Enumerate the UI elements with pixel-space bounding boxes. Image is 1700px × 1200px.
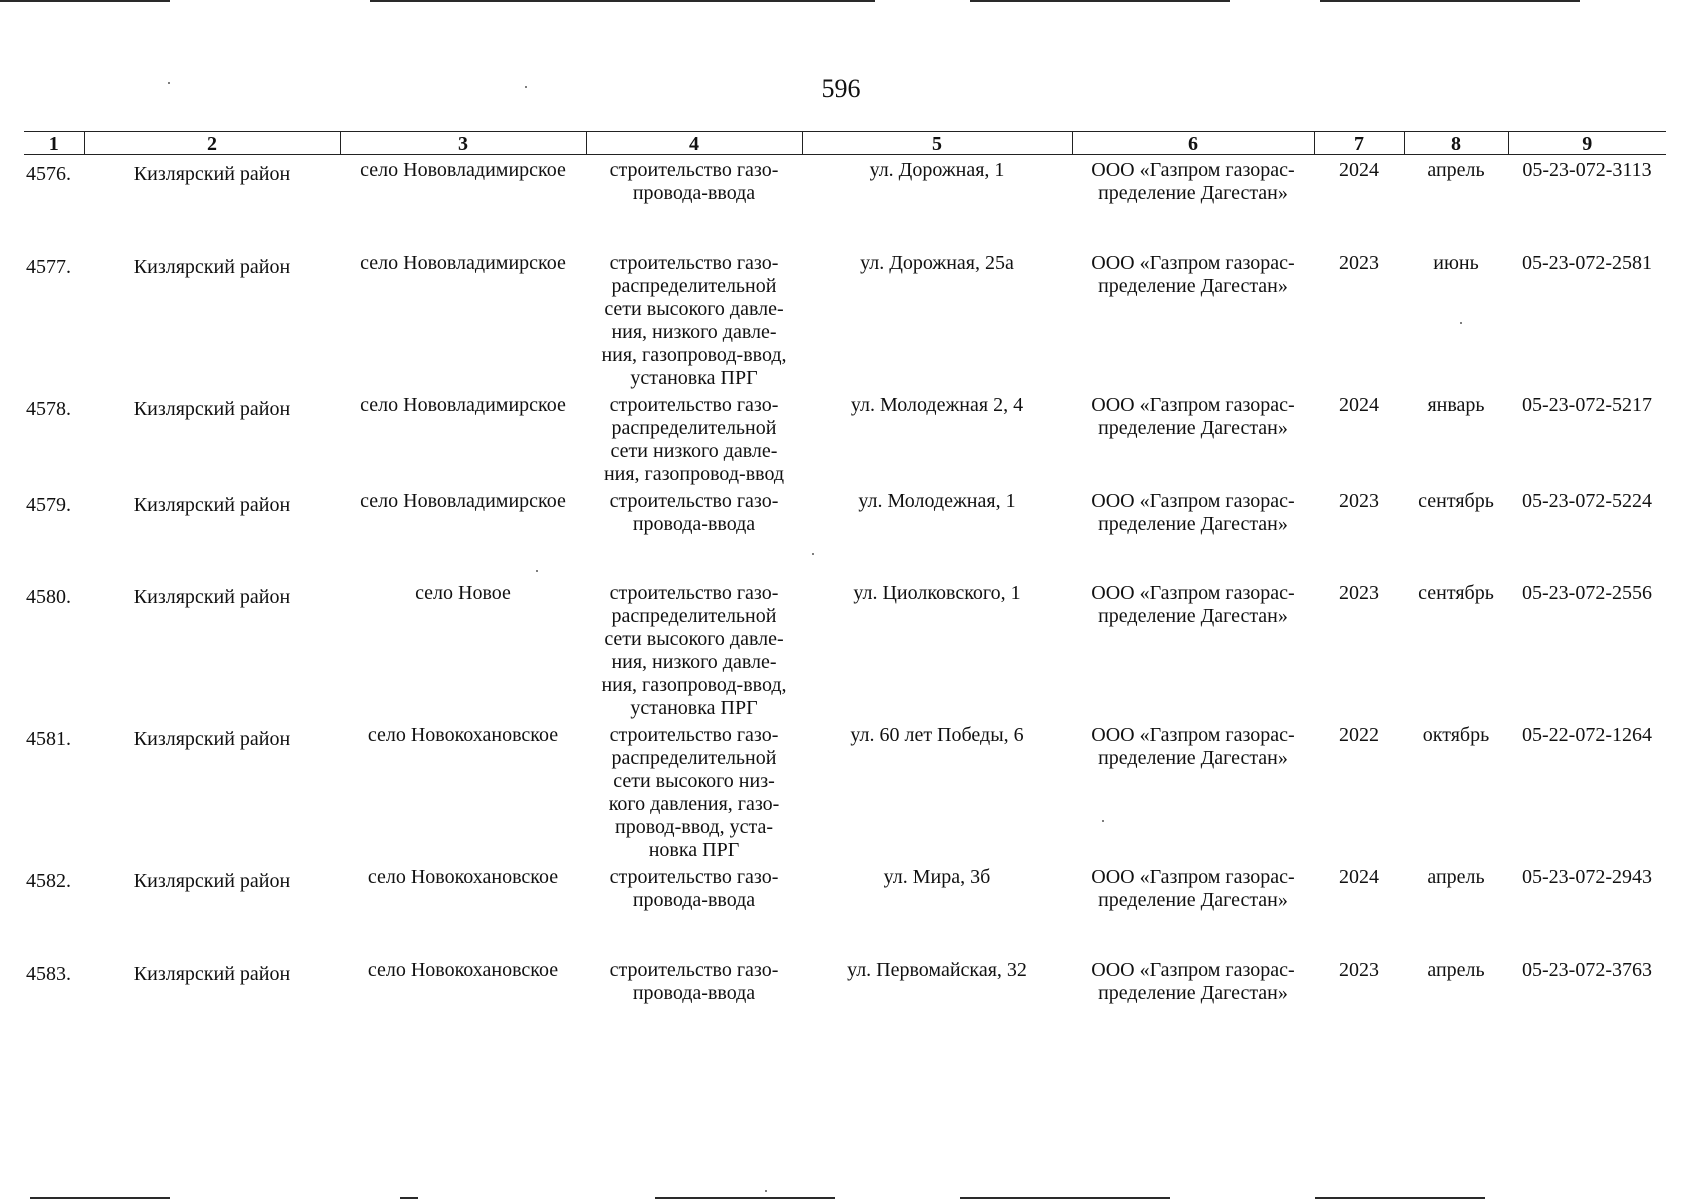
settlement-cell: село Новокохановское: [367, 723, 559, 746]
year-cell: 2024: [1339, 159, 1379, 181]
work-description-cell-line: сети высокого давле-: [604, 627, 784, 650]
work-description-cell: [586, 720, 802, 862]
scan-edge-line: [30, 1197, 170, 1199]
code-cell: 05-23-072-3763: [1522, 958, 1652, 981]
work-description-cell-line: строительство газо-: [609, 251, 779, 274]
organization-cell: [1072, 862, 1314, 955]
district-cell: Кизлярский район: [133, 493, 291, 516]
table-row: [24, 578, 1666, 720]
code-cell: 05-22-072-1264: [1522, 723, 1652, 746]
work-description-cell: [586, 390, 802, 486]
scan-edge-line: [960, 1197, 1170, 1199]
address-cell: ул. Мира, 3б: [883, 865, 991, 888]
district-cell: Кизлярский район: [133, 869, 291, 892]
organization-cell-line: ООО «Газпром газорас-: [1091, 958, 1295, 981]
organization-cell-line: пределение Дагестан»: [1098, 182, 1288, 204]
organization-cell-line: ООО «Газпром газорас-: [1091, 723, 1295, 746]
work-description-cell-line: строительство газо-: [609, 489, 779, 512]
work-description-cell-line: строительство газо-: [609, 723, 779, 746]
settlement-cell: село Новое: [415, 581, 511, 604]
year-cell: 2024: [1339, 865, 1379, 888]
organization-cell-line: ООО «Газпром газорас-: [1091, 489, 1295, 512]
row-number: 4582.: [26, 869, 71, 892]
column-header: 6: [1072, 132, 1314, 155]
work-description-cell: [586, 486, 802, 578]
column-header: 5: [802, 132, 1072, 155]
work-description-cell-line: распределительной: [611, 746, 777, 769]
work-description-cell-line: провода-ввода: [632, 981, 756, 1004]
month-cell: апрель: [1427, 958, 1485, 981]
month-cell: июнь: [1433, 251, 1479, 274]
organization-cell-line: ООО «Газпром газорас-: [1091, 393, 1295, 416]
work-description-cell-line: установка ПРГ: [630, 696, 758, 719]
settlement-cell: село Нововладимирское: [360, 393, 566, 416]
year-cell: 2023: [1339, 251, 1379, 274]
work-description-cell: [586, 155, 802, 248]
organization-cell-line: пределение Дагестан»: [1098, 274, 1288, 297]
district-cell: Кизлярский район: [133, 255, 291, 278]
organization-cell-line: ООО «Газпром газорас-: [1091, 159, 1295, 181]
district-cell: Кизлярский район: [133, 163, 291, 185]
year-cell: 2023: [1339, 958, 1379, 981]
work-description-cell-line: строительство газо-: [609, 159, 779, 181]
organization-cell-line: ООО «Газпром газорас-: [1091, 865, 1295, 888]
organization-cell: [1072, 578, 1314, 720]
work-description-cell-line: провода-ввода: [632, 512, 756, 535]
address-cell: ул. Дорожная, 25а: [860, 251, 1014, 274]
organization-cell-line: пределение Дагестан»: [1098, 512, 1288, 535]
work-description-cell-line: строительство газо-: [609, 958, 779, 981]
table-row: [24, 155, 1666, 248]
scan-edge-line: [400, 1197, 418, 1199]
work-description-cell-line: провод-ввод, уста-: [614, 815, 774, 838]
organization-cell-line: пределение Дагестан»: [1098, 416, 1288, 439]
scan-dust: [765, 1190, 767, 1192]
work-description-cell-line: сети высокого давле-: [604, 297, 784, 320]
organization-cell-line: пределение Дагестан»: [1098, 888, 1288, 911]
year-cell: 2022: [1339, 723, 1379, 746]
work-description-cell-line: сети высокого низ-: [613, 769, 775, 792]
column-header: 8: [1404, 132, 1508, 155]
code-cell: 05-23-072-5224: [1522, 489, 1652, 512]
organization-cell: [1072, 720, 1314, 862]
organization-cell: [1072, 155, 1314, 248]
settlement-cell: село Новокохановское: [367, 958, 559, 981]
code-cell: 05-23-072-2581: [1522, 251, 1652, 274]
column-number-row: [24, 132, 1666, 155]
organization-cell: [1072, 486, 1314, 578]
page-number: 596: [821, 74, 861, 103]
work-description-cell-line: строительство газо-: [609, 865, 779, 888]
settlement-cell: село Нововладимирское: [360, 251, 566, 274]
row-number: 4578.: [26, 397, 71, 420]
work-description-cell-line: строительство газо-: [609, 393, 779, 416]
work-description-cell: [586, 248, 802, 390]
settlement-cell: село Нововладимирское: [360, 489, 566, 512]
organization-cell-line: пределение Дагестан»: [1098, 604, 1288, 627]
address-cell: ул. Молодежная, 1: [858, 489, 1016, 512]
district-cell: Кизлярский район: [133, 727, 291, 750]
organization-cell-line: ООО «Газпром газорас-: [1091, 251, 1295, 274]
scan-edge-line: [1315, 1197, 1485, 1199]
work-description-cell-line: ния, низкого давле-: [611, 650, 777, 673]
work-description-cell-line: распределительной: [611, 604, 777, 627]
organization-cell: [1072, 955, 1314, 1065]
scan-edge-line: [970, 0, 1230, 2]
table-row: [24, 720, 1666, 862]
table-row: [24, 955, 1666, 1065]
column-header: 2: [84, 132, 340, 155]
column-header: 7: [1314, 132, 1404, 155]
row-number: 4577.: [26, 255, 71, 278]
table-row: [24, 390, 1666, 486]
row-number: 4580.: [26, 585, 71, 608]
month-cell: апрель: [1427, 159, 1485, 181]
year-cell: 2024: [1339, 393, 1379, 416]
settlement-cell: село Нововладимирское: [360, 159, 566, 181]
year-cell: 2023: [1339, 489, 1379, 512]
work-description-cell-line: новка ПРГ: [648, 838, 740, 861]
work-description-cell-line: ния, газопровод-ввод,: [601, 343, 787, 366]
work-description-cell-line: провода-ввода: [632, 182, 756, 204]
settlement-cell: село Новокохановское: [367, 865, 559, 888]
work-description-cell-line: установка ПРГ: [630, 366, 758, 389]
work-description-cell: [586, 578, 802, 720]
work-description-cell-line: ния, газопровод-ввод: [603, 462, 785, 485]
scan-edge-line: [0, 0, 170, 2]
work-description-cell-line: распределительной: [611, 416, 777, 439]
work-description-cell-line: кого давления, газо-: [608, 792, 780, 815]
work-description-cell-line: провода-ввода: [632, 888, 756, 911]
month-cell: сентябрь: [1418, 581, 1494, 604]
work-description-cell: [586, 862, 802, 955]
registry-table: [24, 131, 1666, 1065]
work-description-cell: [586, 955, 802, 1065]
address-cell: ул. 60 лет Победы, 6: [850, 723, 1024, 746]
column-header: 3: [340, 132, 586, 155]
month-cell: апрель: [1427, 865, 1485, 888]
code-cell: 05-23-072-3113: [1522, 159, 1652, 181]
row-number: 4576.: [26, 163, 71, 185]
table-row: [24, 248, 1666, 390]
month-cell: январь: [1427, 393, 1485, 416]
organization-cell-line: пределение Дагестан»: [1098, 981, 1288, 1004]
organization-cell: [1072, 390, 1314, 486]
address-cell: ул. Первомайская, 32: [847, 958, 1027, 981]
table-row: [24, 486, 1666, 578]
work-description-cell-line: строительство газо-: [609, 581, 779, 604]
work-description-cell-line: распределительной: [611, 274, 777, 297]
address-cell: ул. Дорожная, 1: [869, 159, 1005, 181]
table-row: [24, 862, 1666, 955]
column-header: 9: [1508, 132, 1666, 155]
scan-edge-line: [1320, 0, 1580, 2]
scan-edge-line: [655, 1197, 835, 1199]
code-cell: 05-23-072-5217: [1522, 393, 1652, 416]
work-description-cell-line: сети низкого давле-: [610, 439, 778, 462]
row-number: 4581.: [26, 727, 71, 750]
district-cell: Кизлярский район: [133, 397, 291, 420]
district-cell: Кизлярский район: [133, 585, 291, 608]
code-cell: 05-23-072-2556: [1522, 581, 1652, 604]
month-cell: сентябрь: [1418, 489, 1494, 512]
address-cell: ул. Молодежная 2, 4: [850, 393, 1024, 416]
address-cell: ул. Циолковского, 1: [853, 581, 1021, 604]
column-header: 1: [24, 132, 84, 155]
work-description-cell-line: ния, низкого давле-: [611, 320, 777, 343]
code-cell: 05-23-072-2943: [1522, 865, 1652, 888]
organization-cell: [1072, 248, 1314, 390]
scan-edge-line: [370, 0, 875, 2]
column-header: 4: [586, 132, 802, 155]
row-number: 4579.: [26, 493, 71, 516]
organization-cell-line: ООО «Газпром газорас-: [1091, 581, 1295, 604]
work-description-cell-line: ния, газопровод-ввод,: [601, 673, 787, 696]
district-cell: Кизлярский район: [133, 962, 291, 985]
row-number: 4583.: [26, 962, 71, 985]
year-cell: 2023: [1339, 581, 1379, 604]
month-cell: октябрь: [1422, 723, 1490, 746]
table-body: [24, 155, 1666, 1065]
organization-cell-line: пределение Дагестан»: [1098, 746, 1288, 769]
